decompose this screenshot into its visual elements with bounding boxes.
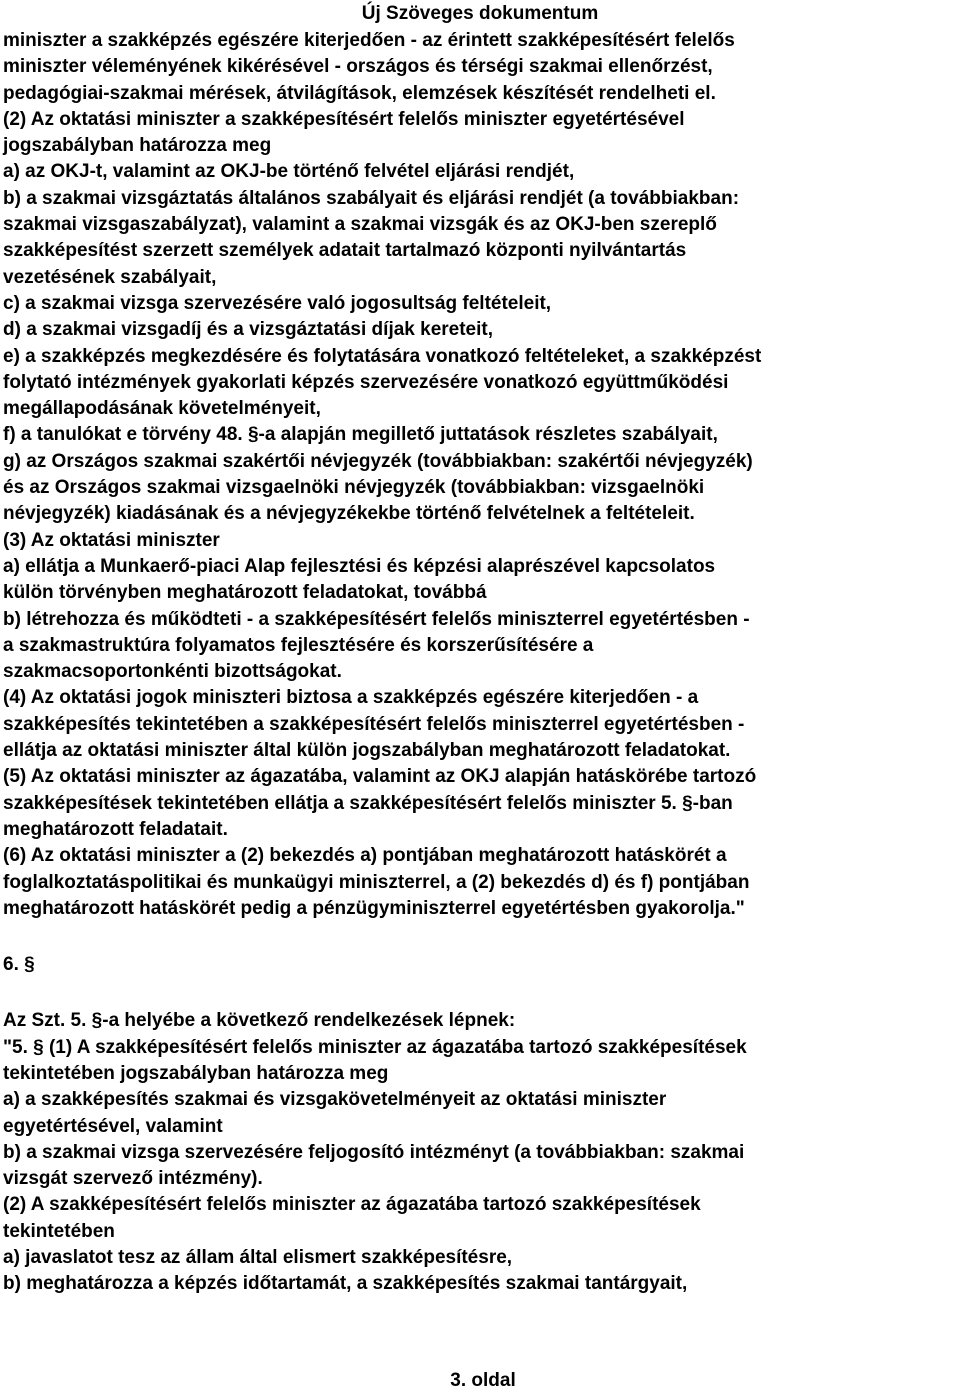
body-line: vizsgát szervező intézmény).	[3, 1168, 263, 1190]
body-line: a) ellátja a Munkaerő-piaci Alap fejlesztési és képzési alaprészével kapcsolatos	[3, 555, 716, 577]
body-line: b) a szakmai vizsgáztatás általános szabályait és eljárási rendjét (a továbbiakban:	[3, 187, 740, 209]
body-line: (3) Az oktatási miniszter	[3, 529, 220, 551]
body-line: b) a szakmai vizsga szervezésére feljogosító intézményt (a továbbiakban: szakmai	[3, 1141, 745, 1163]
body-line: 6. §	[3, 954, 35, 976]
body-line: a) az OKJ-t, valamint az OKJ-be történő felvétel eljárási rendjét,	[3, 161, 575, 183]
body-line: jogszabályban határozza meg	[3, 135, 272, 157]
body-line: ellátja az oktatási miniszter által külön jogszabályban meghatározott feladatokat.	[3, 740, 731, 762]
body-line: szakképesítést szerzett személyek adatait tartalmazó központi nyilvántartás	[3, 240, 687, 262]
body-line: a szakmastruktúra folyamatos fejlesztésére és korszerűsítésére a	[3, 634, 594, 656]
body-line: b) meghatározza a képzés időtartamát, a szakképesítés szakmai tantárgyait,	[3, 1273, 688, 1295]
body-line: (5) Az oktatási miniszter az ágazatába, valamint az OKJ alapján hatáskörébe tartozó	[3, 766, 757, 788]
body-line: Az Szt. 5. §-a helyébe a következő rendelkezések lépnek:	[3, 1010, 516, 1032]
body-line: b) létrehozza és működteti - a szakképesítésért felelős miniszterrel egyetértésben -	[3, 608, 750, 630]
body-line: a) a szakképesítés szakmai és vizsgakövetelményeit az oktatási miniszter	[3, 1089, 667, 1111]
body-line: f) a tanulókat e törvény 48. §-a alapján megillető juttatások részletes szabályait,	[3, 424, 718, 446]
body-line: szakmacsoportonkénti bizottságokat.	[3, 661, 342, 683]
body-line: tekintetében	[3, 1220, 115, 1242]
body-line: folytató intézmények gyakorlati képzés szervezésére vonatkozó együttműködési	[3, 371, 729, 393]
body-line: meghatározott feladatait.	[3, 818, 228, 840]
body-line: szakképesítések tekintetében ellátja a szakképesítésért felelős miniszter 5. §-ban	[3, 792, 733, 814]
body-line: pedagógiai-szakmai mérések, átvilágítások, elemzések készítését rendelheti el.	[3, 82, 716, 104]
body-line: e) a szakképzés megkezdésére és folytatására vonatkozó feltételeket, a szakképzést	[3, 345, 762, 367]
body-line: miniszter a szakképzés egészére kiterjedően - az érintett szakképesítésért felelős	[3, 30, 735, 51]
document-title: Új Szöveges dokumentum	[361, 3, 599, 24]
body-line: vezetésének szabályait,	[3, 266, 217, 288]
body-line: külön törvényben meghatározott feladatokat, továbbá	[3, 582, 487, 604]
body-line: (6) Az oktatási miniszter a (2) bekezdés a) pontjában meghatározott hatáskörét a	[3, 845, 727, 867]
body-line: d) a szakmai vizsgadíj és a vizsgáztatási díjak kereteit,	[3, 319, 494, 341]
body-line: szakmai vizsgaszabályzat), valamint a szakmai vizsgák és az OKJ-ben szereplő	[3, 214, 717, 236]
document-body	[3, 28, 960, 1298]
body-line: "5. § (1) A szakképesítésért felelős miniszter az ágazatába tartozó szakképesítések	[3, 1036, 747, 1058]
page-number: 3. oldal	[450, 1370, 516, 1391]
body-line: és az Országos szakmai vizsgaelnöki névjegyzék (továbbiakban: vizsgaelnöki	[3, 477, 705, 499]
body-line: (2) A szakképesítésért felelős miniszter az ágazatába tartozó szakképesítések	[3, 1194, 701, 1216]
body-line: megállapodásának követelményeit,	[3, 398, 321, 420]
body-line: szakképesítés tekintetében a szakképesítésért felelős miniszterrel egyetértésben -	[3, 713, 745, 735]
body-line: a) javaslatot tesz az állam által elismert szakképesítésre,	[3, 1247, 513, 1269]
body-line: c) a szakmai vizsga szervezésére való jogosultság feltételeit,	[3, 292, 552, 314]
body-line: egyetértésével, valamint	[3, 1115, 223, 1137]
body-line: (4) Az oktatási jogok miniszteri biztosa a szakképzés egészére kiterjedően - a	[3, 687, 699, 709]
body-line: tekintetében jogszabályban határozza meg	[3, 1062, 389, 1084]
body-line: g) az Országos szakmai szakértői névjegyzék (továbbiakban: szakértői névjegyzék)	[3, 450, 753, 472]
blank-line	[3, 978, 960, 1008]
body-line: névjegyzék) kiadásának és a névjegyzékekbe történő felvételnek a feltételeit.	[3, 503, 695, 525]
body-line: foglalkoztatáspolitikai és munkaügyi miniszterrel, a (2) bekezdés d) és f) pontjában	[3, 871, 750, 893]
body-line: (2) Az oktatási miniszter a szakképesítésért felelős miniszter egyetértésével	[3, 108, 685, 130]
blank-line	[3, 922, 960, 952]
body-line: miniszter véleményének kikérésével - országos és térségi szakmai ellenőrzést,	[3, 56, 713, 78]
body-line: meghatározott hatáskörét pedig a pénzügyminiszterrel egyetértésben gyakorolja."	[3, 897, 745, 919]
